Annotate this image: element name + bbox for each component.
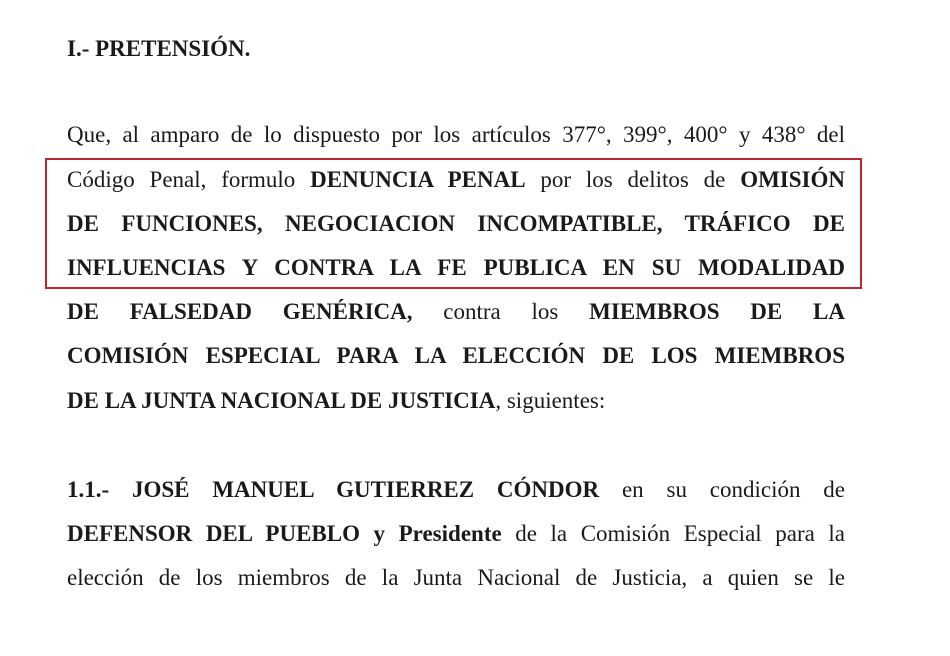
bold-run: DEFENSOR DEL PUEBLO y Presidente bbox=[67, 521, 502, 546]
highlight-box bbox=[45, 158, 862, 289]
text-run: en su condición de bbox=[599, 477, 845, 502]
text-line bbox=[67, 386, 845, 416]
text-run: por los delitos de bbox=[525, 167, 741, 192]
text-line: DE FUNCIONES, NEGOCIACION INCOMPATIBLE, TRÁFICO DE bbox=[67, 211, 845, 236]
text-line bbox=[67, 519, 845, 549]
bold-run: DENUNCIA PENAL bbox=[310, 167, 526, 192]
section-heading: I.- PRETENSIÓN. bbox=[67, 36, 251, 61]
text-line: INFLUENCIAS Y CONTRA LA FE PUBLICA EN SU MODALIDAD bbox=[67, 255, 845, 280]
bold-run: DE LA JUNTA NACIONAL DE JUSTICIA bbox=[67, 388, 496, 413]
bold-run: MIEMBROS DE LA bbox=[589, 299, 845, 324]
text-line bbox=[67, 297, 845, 327]
text-run: , siguientes: bbox=[495, 388, 606, 413]
text-line bbox=[67, 475, 845, 505]
text-line: Que, al amparo de lo dispuesto por los artículos 377°, 399°, 400° y 438° del bbox=[67, 122, 845, 147]
text-run: de la Comisión Especial para la bbox=[501, 521, 845, 546]
bold-run: DE FALSEDAD GENÉRICA, bbox=[67, 299, 413, 324]
text-line: COMISIÓN ESPECIAL PARA LA ELECCIÓN DE LOS MIEMBROS bbox=[67, 343, 845, 368]
text-run: Código Penal, formulo bbox=[67, 167, 311, 192]
text-run: contra los bbox=[412, 299, 590, 324]
text-line: elección de los miembros de la Junta Nacional de Justicia, a quien se le bbox=[67, 565, 845, 590]
bold-run: 1.1.- JOSÉ MANUEL GUTIERREZ CÓNDOR bbox=[67, 477, 600, 502]
bold-run: OMISIÓN bbox=[740, 167, 845, 192]
